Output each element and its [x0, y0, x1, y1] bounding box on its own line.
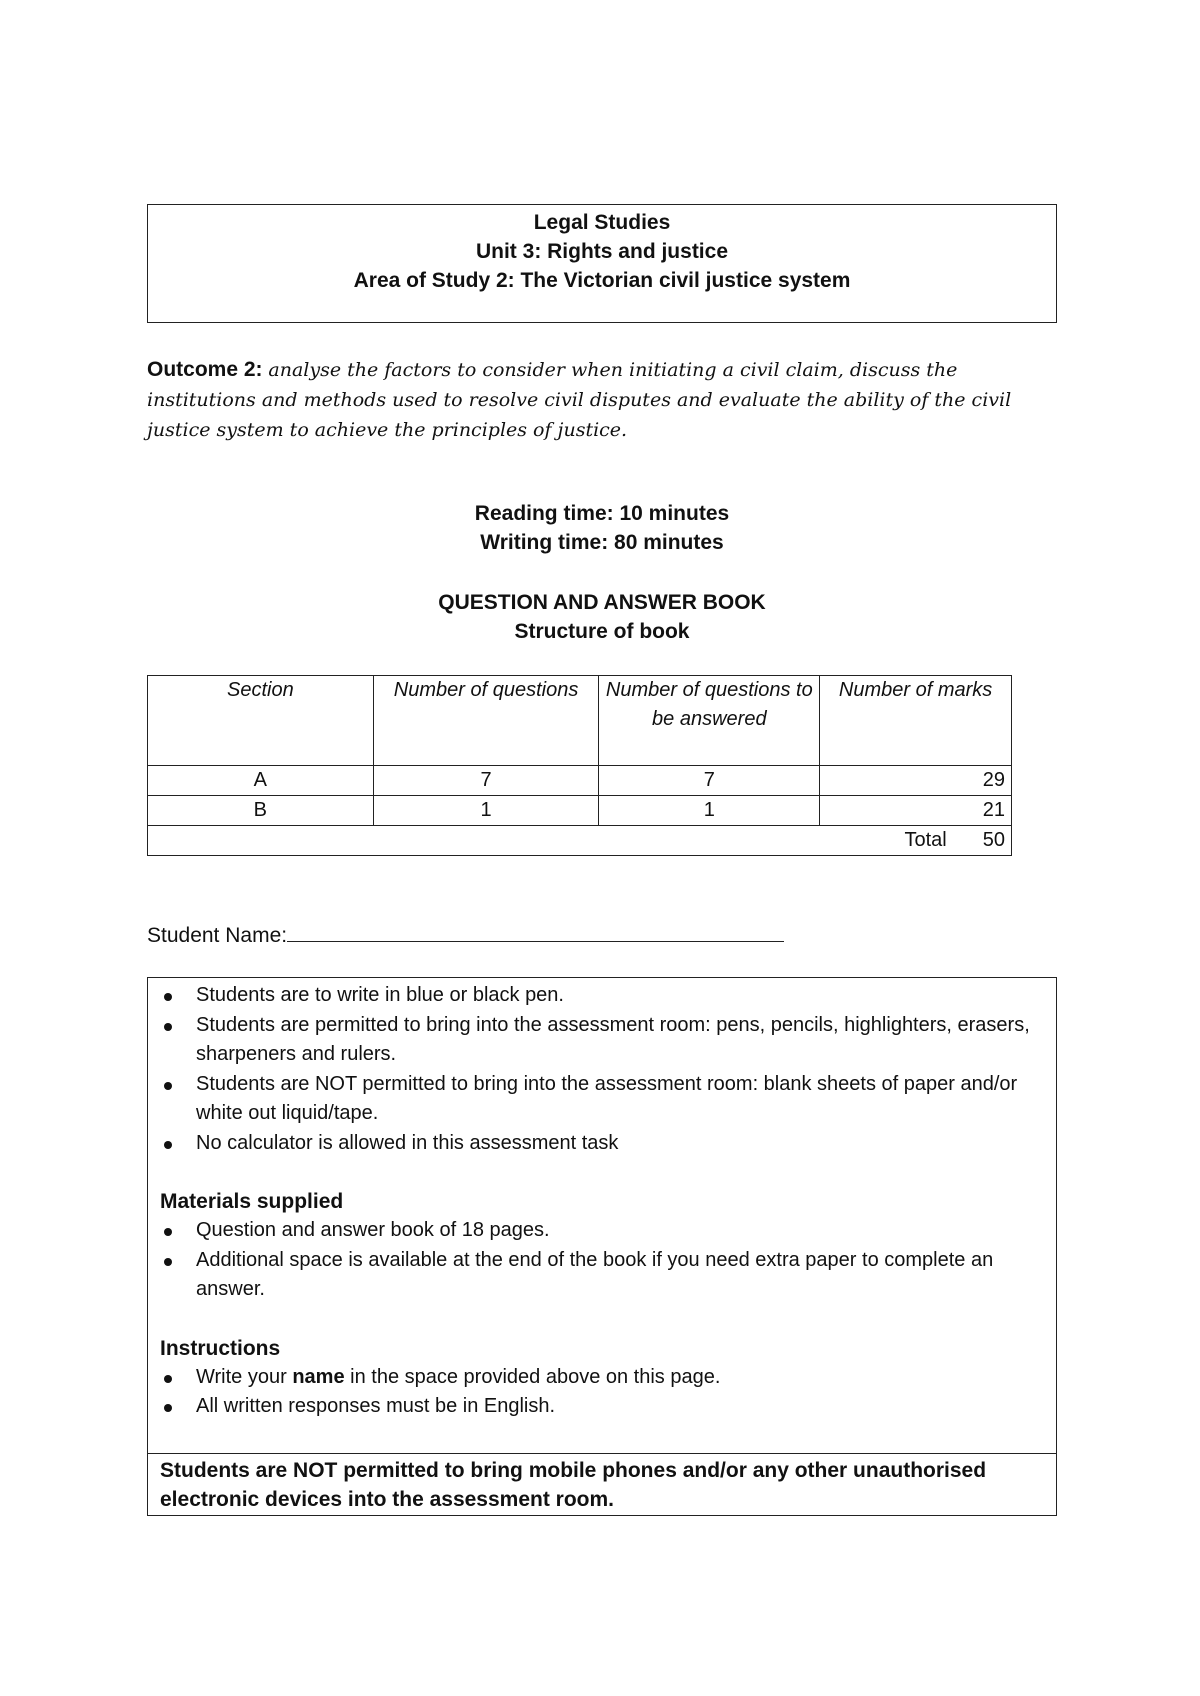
- header-num-marks: Number of marks: [820, 676, 1012, 766]
- cell-questions: 7: [373, 766, 599, 796]
- list-item: No calculator is allowed in this assessment task: [160, 1129, 1044, 1159]
- cell-marks: 29: [820, 766, 1012, 796]
- subject-title: Legal Studies: [533, 211, 671, 234]
- cell-section: A: [148, 766, 374, 796]
- cell-questions: 1: [373, 796, 599, 826]
- list-item: All written responses must be in English.: [160, 1392, 1044, 1422]
- footer-notice: Students are NOT permitted to bring mobile phones and/or any other unauthorised electronic devices into the assessment room.: [148, 1453, 1056, 1514]
- area-of-study-title: Area of Study 2: The Victorian civil justice system: [353, 269, 851, 292]
- outcome-paragraph: [147, 355, 1047, 445]
- instruction-text: in the space provided above on this page.: [344, 1365, 721, 1388]
- book-heading: [147, 588, 1057, 646]
- student-name-field[interactable]: [287, 920, 784, 942]
- writing-time: Writing time: 80 minutes: [480, 531, 724, 554]
- structure-table: [147, 675, 1012, 856]
- book-subtitle: Structure of book: [514, 620, 690, 643]
- list-item: Additional space is available at the end of the book if you need extra paper to complete an answer.: [160, 1246, 1044, 1305]
- instructions-list: [160, 1363, 1044, 1422]
- list-item: Students are to write in blue or black pen.: [160, 981, 1044, 1011]
- outcome-text: analyse the factors to consider when initiating a civil claim, discuss the institutions and methods used to resolve civil disputes and evaluate the ability of the civil justice system to achieve the principles of justice.: [147, 359, 1012, 441]
- list-item: Students are NOT permitted to bring into the assessment room: blank sheets of paper and/or white out liquid/tape.: [160, 1070, 1044, 1129]
- student-name-label: Student Name:: [147, 924, 288, 947]
- total-value: 50: [982, 829, 1005, 851]
- cell-section: B: [148, 796, 374, 826]
- timing-block: [147, 499, 1057, 557]
- book-title: QUESTION AND ANSWER BOOK: [438, 591, 766, 614]
- cell-marks: 21: [820, 796, 1012, 826]
- table-total-row: [148, 826, 1012, 856]
- instructions-heading: Instructions: [160, 1336, 281, 1360]
- list-item: [160, 1363, 1044, 1393]
- list-item: Question and answer book of 18 pages.: [160, 1216, 1044, 1246]
- cell-answered: 7: [599, 766, 820, 796]
- header-num-answered: Number of questions to be answered: [599, 676, 820, 766]
- reading-time: Reading time: 10 minutes: [474, 502, 730, 525]
- total-cell: [820, 826, 1012, 856]
- total-label-cell: [148, 826, 820, 856]
- list-item: Students are permitted to bring into the assessment room: pens, pencils, highlighters, erasers, sharpeners and rulers.: [160, 1011, 1044, 1070]
- total-label: Total: [904, 829, 947, 851]
- header-section: Section: [148, 676, 374, 766]
- instruction-text: Write your: [196, 1365, 293, 1388]
- rules-list: [160, 981, 1044, 1158]
- table-header-row: [148, 676, 1012, 766]
- materials-heading: Materials supplied: [160, 1190, 344, 1213]
- unit-title: Unit 3: Rights and justice: [475, 240, 729, 263]
- outcome-label: Outcome 2:: [147, 358, 263, 381]
- materials-list: [160, 1216, 1044, 1305]
- instructions-box: [147, 977, 1057, 1516]
- title-box: [147, 204, 1057, 323]
- table-row: [148, 796, 1012, 826]
- instruction-bold-name: name: [292, 1365, 345, 1388]
- cell-answered: 1: [599, 796, 820, 826]
- header-num-questions: Number of questions: [373, 676, 599, 766]
- table-row: [148, 766, 1012, 796]
- student-name-row: [147, 920, 784, 950]
